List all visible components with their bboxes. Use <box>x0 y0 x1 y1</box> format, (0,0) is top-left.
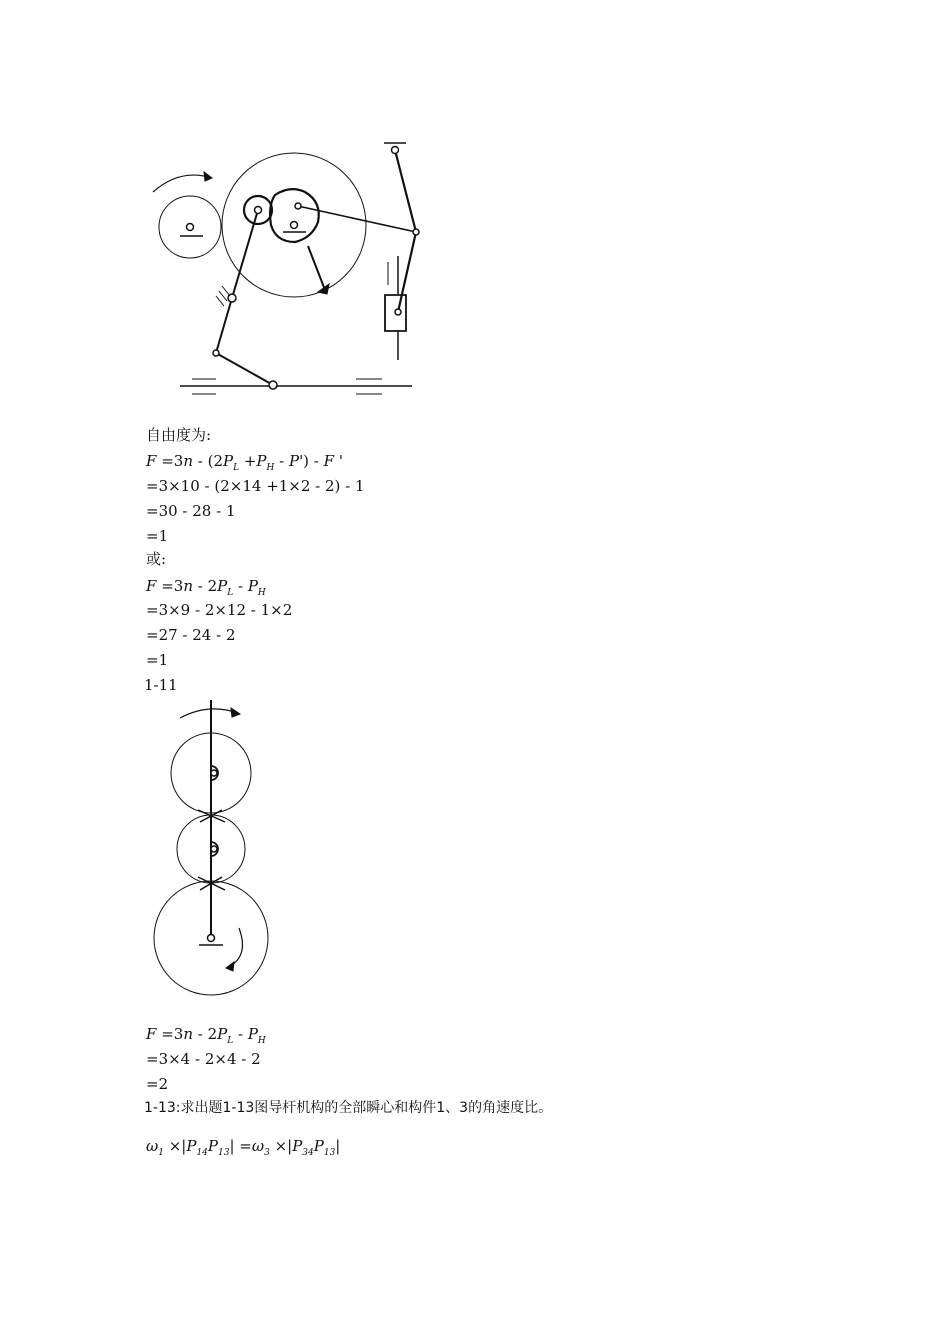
formula-3-result: =2 <box>146 1075 169 1093</box>
formula-1-step2: =30 - 28 - 1 <box>146 502 236 520</box>
formula-1-step1: =3×10 - (2×14 +1×2 - 2) - 1 <box>146 477 365 495</box>
angular-velocity-equation: $\omega_1 \times|P_{14}P_{13}| =\omega_3 \times|P_{34}P_{13}|$ <box>146 1137 341 1158</box>
formula-3: $F =3n - 2P_L - P_H$ <box>146 1025 266 1046</box>
formula-1-result: =1 <box>146 527 169 545</box>
formula-2-step1: =3×9 - 2×12 - 1×2 <box>146 601 293 619</box>
problem-1-13-question: 1-13:求出题1-13图导杆机构的全部瞬心和构件1、3的角速度比。 <box>144 1100 553 1116</box>
formula-1: $F =3n - (2P_L +P_H - P') - F$ ' <box>146 452 343 473</box>
rotation-arrow-icon <box>153 175 212 192</box>
formula-3-step1: =3×4 - 2×4 - 2 <box>146 1050 261 1068</box>
alt-heading: 或: <box>146 550 167 568</box>
formula-2: $F =3n - 2P_L - P_H$ <box>146 577 266 598</box>
formula-2-result: =1 <box>146 651 169 669</box>
gear-train-figure <box>154 700 268 995</box>
cam <box>270 189 319 242</box>
dof-heading: 自由度为: <box>146 426 212 444</box>
formula-2-step2: =27 - 24 - 2 <box>146 626 236 644</box>
problem-label-1-11: 1-11 <box>144 676 178 694</box>
